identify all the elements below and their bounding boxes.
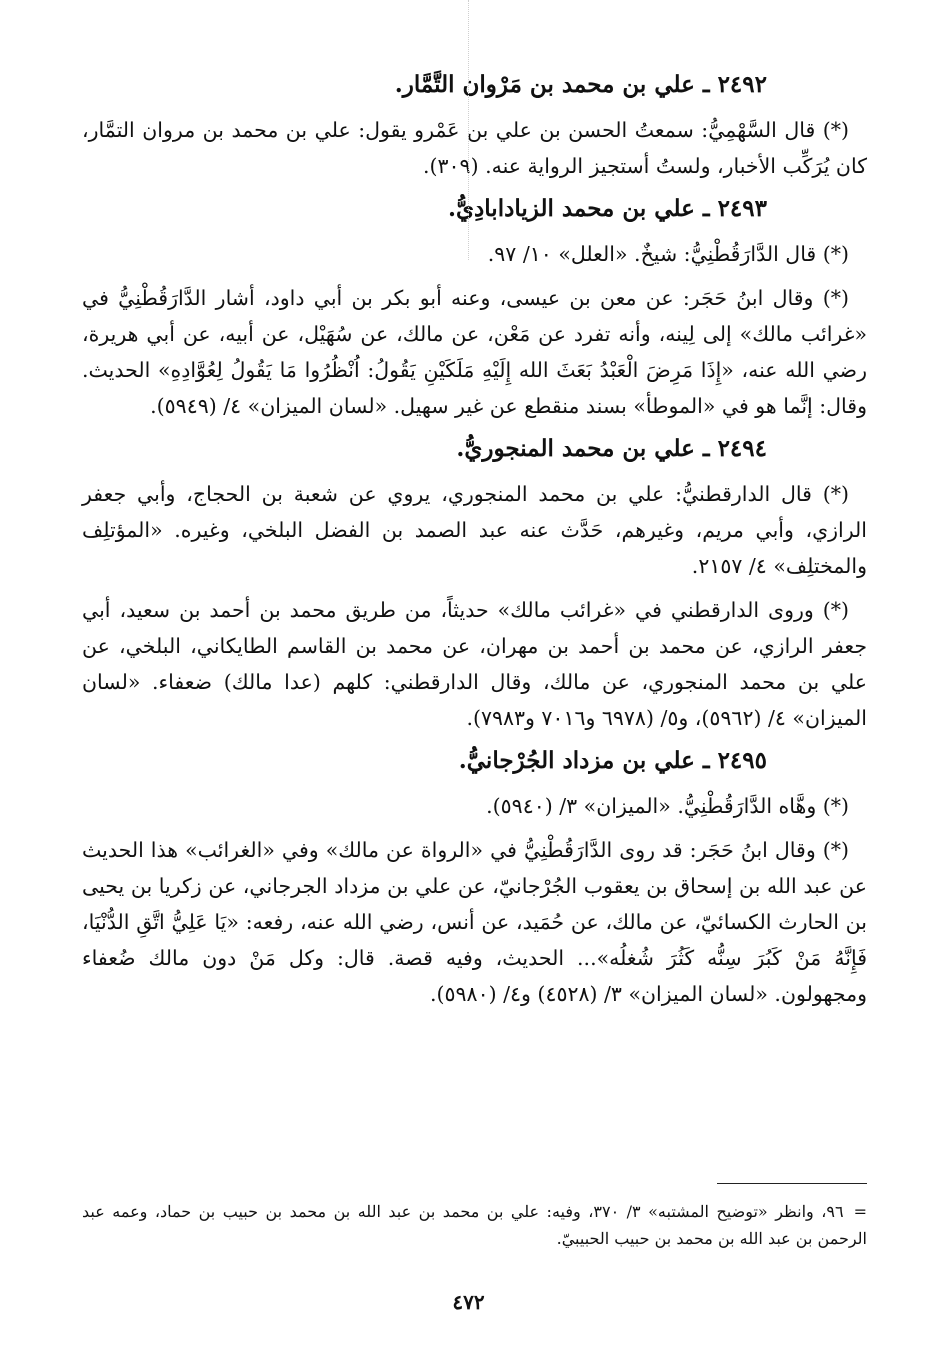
entry-2495 [82, 744, 867, 1012]
entry-2492 [82, 68, 867, 184]
entry-heading: ٢٤٩٣ ـ علي بن محمد الزيادابادِيُّ. [448, 195, 767, 222]
entry-paragraph: (*) قال الدَّارَقُطْنِيُّ: شيخٌ. «العلل» ١٠/ ٩٧. [487, 242, 849, 266]
footnote [82, 1198, 867, 1252]
scan-artifact-line [468, 0, 469, 260]
entry-2493 [82, 192, 867, 424]
entry-paragraph: (*) قال السَّهْمِيُّ: سمعتُ الحسن بن علي بن عَمْرو يقول: علي بن محمد بن مروان التمَّار، كان يُرَكِّب الأخبار، ولستُ أستجيز الرواية عنه. (٣٠٩). [82, 118, 867, 178]
entry-2494 [82, 432, 867, 736]
entry-paragraph: (*) وقال ابنُ حَجَر: قد روى الدَّارَقُطْنِيُّ في «الرواة عن مالك» وفي «الغرائب» هذا الحديث عن عبد الله بن إسحاق بن يعقوب الجُرْجانيّ، عن علي بن مزداد الجرجاني، عن زكريا بن يحيى بن الحارث الكسائيّ، عن مالك، عن حُمَيد، عن أنس، رضي الله عنه، رفعه: «يَا عَلِيُّ اتَّقِ الدُّنْيَا، فَإِنَّهُ مَنْ كَبُرَ سِنُّه كَثُرَ شُغلُه»... الحديث، وفيه قصة. قال: وكل مَنْ دون مالك ضُعفاء ومجهولون. «لسان الميزان» ٣/ (٤٥٢٨) و٤/ (٥٩٨٠). [82, 838, 867, 1006]
entry-heading: ٢٤٩٥ ـ علي بن مزداد الجُرْجانيُّ. [458, 747, 767, 774]
entry-paragraph: (*) قال الدارقطنيُّ: علي بن محمد المنجوري، يروي عن شعبة بن الحجاج، وأبي جعفر الرازي، وأبي مريم، وغيرهم، حَدَّث عنه عبد الصمد بن الفضل البلخي، وغيره. «المؤتلِف والمختلِف» ٤/ ٢١٥٧. [82, 482, 867, 578]
entry-heading: ٢٤٩٢ ـ علي بن محمد بن مَرْوان التَّمَّار. [394, 71, 767, 98]
entry-paragraph: (*) وهَّاه الدَّارَقُطْنِيُّ. «الميزان» ٣/ (٥٩٤٠). [486, 794, 849, 818]
page-number: ٤٧٢ [452, 1290, 485, 1314]
footnotes [82, 1198, 867, 1252]
entry-paragraph: (*) وقال ابنُ حَجَر: عن معن بن عيسى، وعنه أبو بكر بن أبي داود، أشار الدَّارَقُطْنِيُّ في «غرائب مالك» إلى لِينه، وأنه تفرد عن مَعْن، عن مالك، عن سُهَيْل، عن أبيه، عن أبي هريرة، رضي الله عنه، «إِذَا مَرِضَ الْعَبْدُ بَعَثَ الله إِلَيْهِ مَلَكَيْنِ يَقُولُ: اُنْظُرُوا مَا يَقُولُ لِعُوَّادِهِ» الحديث. وقال: إنَّما هو في «الموطأ» بسند منقطع عن غير سهيل. «لسان الميزان» ٤/ (٥٩٤٩). [82, 286, 867, 418]
footnote-continuation-mark: = [853, 1202, 868, 1221]
footnote-text: ٩٦، وانظر «توضيح المشتبه» ٣/ ٣٧٠، وفيه: علي بن محمد بن عبد الله بن محمد بن حبيب بن حماد، وعمه عبد الرحمن بن عبد الله بن محمد بن حبيب الحبيبيّ. [82, 1202, 867, 1248]
entry-paragraph: (*) وروى الدارقطني في «غرائب مالك» حديثاً، من طريق محمد بن أحمد بن سعيد، أبي جعفر الرازي، عن محمد بن أحمد بن مهران، عن محمد بن القاسم الطايكاني، البلخي، عن علي بن محمد المنجوري، عن مالك، وقال الدارقطني: كلهم (عدا مالك) ضعفاء. «لسان الميزان» ٤/ (٥٩٦٢)، و٥/ (٦٩٧٨ و٧٠١٦ و٧٩٨٣). [82, 598, 867, 730]
entry-heading: ٢٤٩٤ ـ علي بن محمد المنجوريُّ. [456, 435, 767, 462]
footnote-divider [717, 1183, 867, 1184]
